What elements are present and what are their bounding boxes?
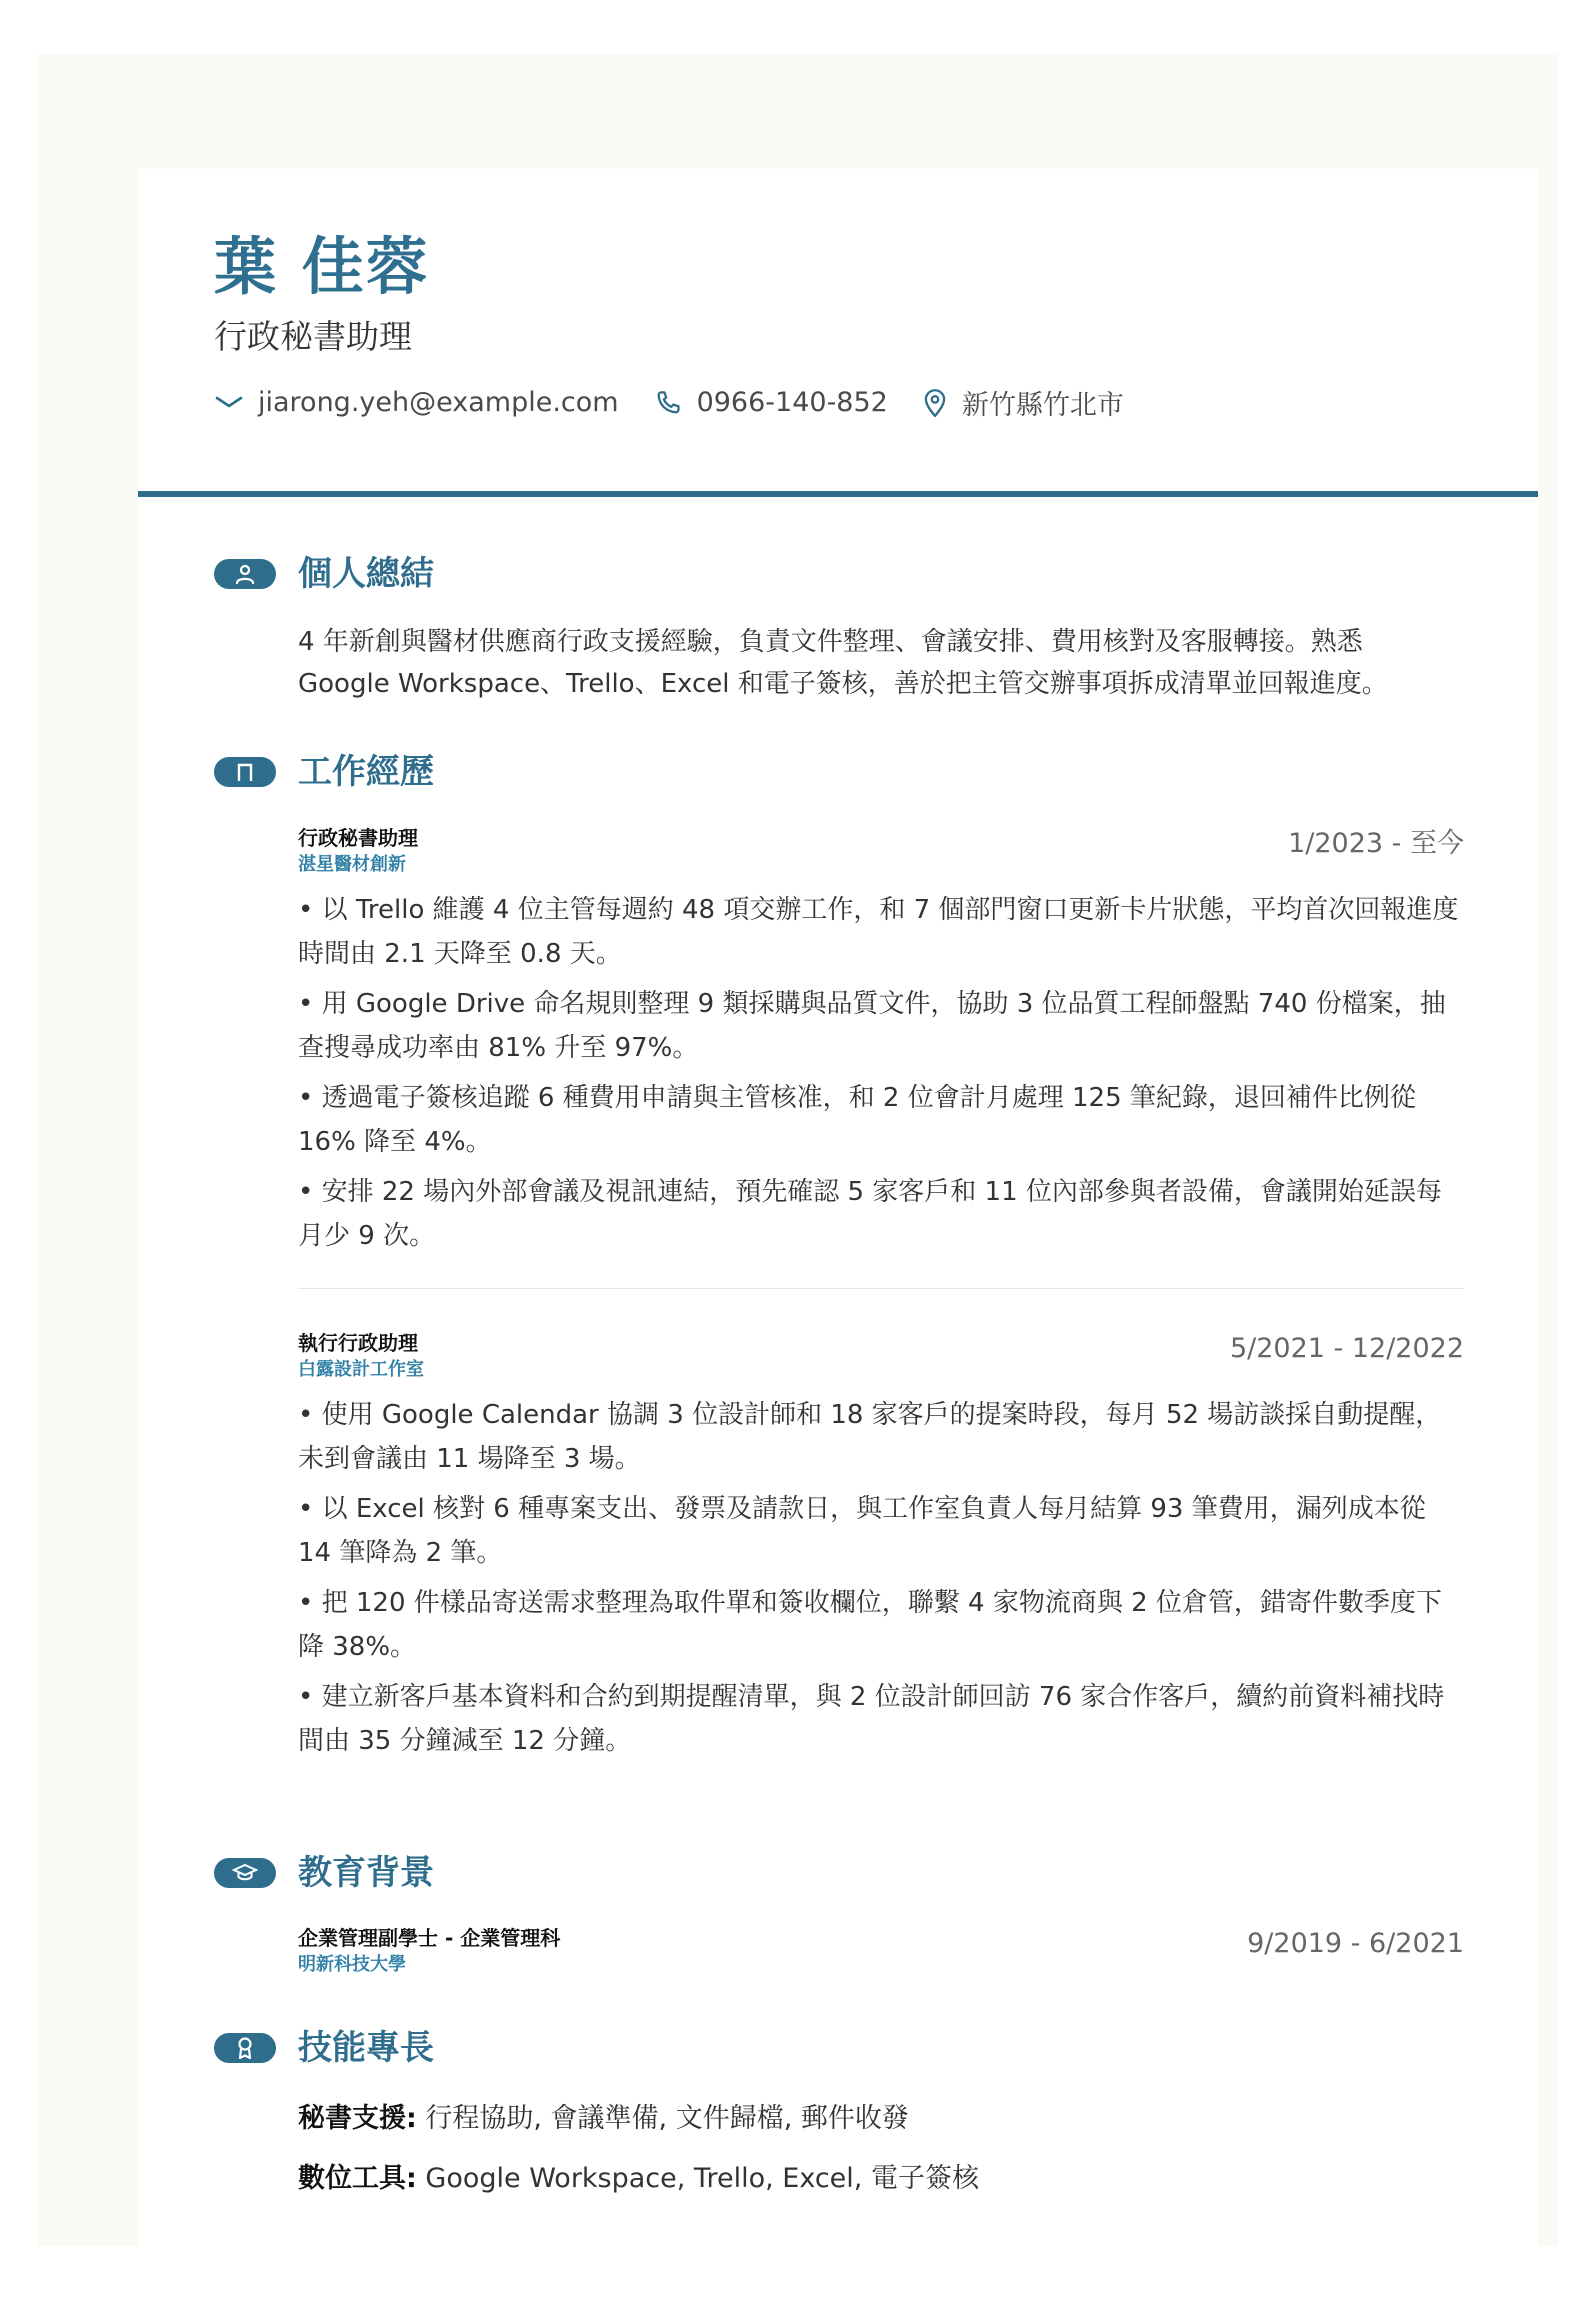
list-item: • 建立新客戶基本資料和合約到期提醒清單，與 2 位設計師回訪 76 家合作客戶，續約前資料補找時間由 35 分鐘減至 12 分鐘。 [298, 1682, 1445, 1756]
list-item: • 使用 Google Calendar 協調 3 位設計師和 18 家客戶的提案時段，每月 52 場訪談採自動提醒，未到會議由 11 場降至 3 場。 [298, 1400, 1442, 1474]
candidate-name: 葉 佳蓉 [214, 230, 430, 303]
header-divider [138, 491, 1538, 497]
briefcase-icon [214, 757, 276, 787]
skill-row [298, 2159, 1464, 2199]
skill-value: 行程協助, 會議準備, 文件歸檔, 郵件收發 [416, 2103, 909, 2134]
skills-list [298, 2099, 1464, 2219]
list-item: • 以 Excel 核對 6 種專案支出、發票及請款日，與工作室負責人每月結算 93 筆費用，漏列成本從 14 筆降為 2 筆。 [298, 1494, 1426, 1568]
person-icon [214, 559, 276, 589]
job-entry [298, 824, 1464, 1258]
job-divider [298, 1288, 1464, 1289]
list-item: • 透過電子簽核追蹤 6 種費用申請與主管核准，和 2 位會計月處理 125 筆紀錄，退回補件比例從 16% 降至 4%。 [298, 1083, 1416, 1157]
resume-paper [138, 169, 1538, 2300]
phone-icon [653, 388, 683, 418]
skill-value: Google Workspace, Trello, Excel, 電子簽核 [416, 2163, 979, 2194]
job-entry [298, 1329, 1464, 1763]
summary-title: 個人總結 [298, 554, 434, 594]
job-bullets [298, 1393, 1464, 1763]
skill-label: 數位工具: [298, 2163, 417, 2194]
list-item: • 用 Google Drive 命名規則整理 9 類採購與品質文件，協助 3 位品質工程師盤點 740 份檔案，抽查搜尋成功率由 81% 升至 97%。 [298, 989, 1446, 1063]
job-dates: 5/2021 - 12/2022 [1229, 1333, 1464, 1364]
education-title: 教育背景 [298, 1853, 434, 1893]
job-role: 行政秘書助理 [298, 826, 418, 850]
list-item: • 把 120 件樣品寄送需求整理為取件單和簽收欄位，聯繫 4 家物流商與 2 位倉管，錯寄件數季度下降 38%。 [298, 1588, 1442, 1662]
experience-title: 工作經歷 [298, 752, 434, 792]
section-skills-heading [214, 2026, 434, 2070]
map-pin-icon [922, 388, 948, 418]
summary-line-1: 4 年新創與醫材供應商行政支援經驗，負責文件整理、會議安排、費用核對及客服轉接。熟悉 [298, 627, 1363, 657]
job-dates: 1/2023 - 至今 [1288, 828, 1464, 859]
location-text: 新竹縣竹北市 [961, 390, 1124, 421]
contact-location [922, 383, 1124, 422]
section-education-heading [214, 1851, 434, 1895]
job-org: 白露設計工作室 [298, 1359, 424, 1380]
award-icon [214, 2033, 276, 2063]
mail-icon [214, 393, 244, 413]
education-degree: 企業管理副學士 - 企業管理科 [298, 1926, 561, 1950]
education-school: 明新科技大學 [298, 1954, 406, 1975]
phone-text: 0966-140-852 [696, 387, 888, 418]
experience-list [298, 824, 1464, 1769]
email-text: jiarong.yeh@example.com [258, 387, 619, 418]
job-role: 執行行政助理 [298, 1331, 418, 1355]
job-org: 湛星醫材創新 [298, 854, 406, 875]
job-bullets [298, 888, 1464, 1258]
summary-text [298, 621, 1464, 705]
contact-bar [214, 383, 1464, 422]
skill-row [298, 2099, 1464, 2139]
summary-line-2: Google Workspace、Trello、Excel 和電子簽核，善於把主管交辦事項拆成清單並回報進度。 [298, 669, 1388, 699]
skill-label: 秘書支援: [298, 2103, 417, 2134]
graduation-cap-icon [214, 1858, 276, 1888]
list-item: • 以 Trello 維護 4 位主管每週約 48 項交辦工作，和 7 個部門窗口更新卡片狀態，平均首次回報進度時間由 2.1 天降至 0.8 天。 [298, 895, 1459, 969]
contact-email[interactable] [214, 387, 619, 418]
section-summary-heading [214, 552, 434, 596]
section-experience-heading [214, 750, 434, 794]
education-dates: 9/2019 - 6/2021 [1247, 1928, 1464, 1959]
resume-header [214, 229, 1464, 422]
candidate-title: 行政秘書助理 [214, 317, 412, 356]
list-item: • 安排 22 場內外部會議及視訊連結，預先確認 5 家客戶和 11 位內部參與者設備，會議開始延誤每月少 9 次。 [298, 1177, 1442, 1251]
education-entry [298, 1924, 1464, 1978]
skills-title: 技能專長 [298, 2028, 434, 2068]
page-frame [38, 54, 1558, 2246]
contact-phone[interactable] [653, 387, 888, 418]
